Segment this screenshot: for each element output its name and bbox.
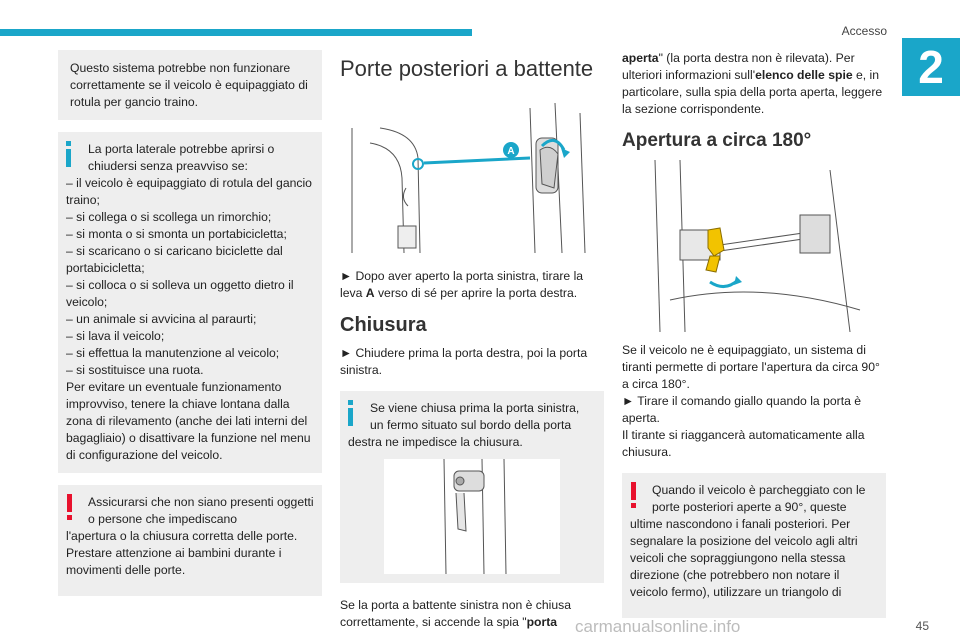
info-icon [66,141,71,168]
note-text: Questo sistema potrebbe non funzionare correttamente se il veicolo è equipaggiato di rotula per gancio traino. [70,61,308,109]
info-lead: La porta laterale potrebbe aprirsi o chiudersi senza preavviso se: [88,142,275,173]
warning-icon [631,482,636,509]
callout-label: A [507,146,515,157]
page-number: 45 [915,619,929,633]
tie-rod-desc: Se il veicolo ne è equipaggiato, un sistema di tiranti permette di portare l'apertura da circa 90° a circa 180°. [622,343,880,391]
column-3 [622,50,886,618]
section-heading-180: Apertura a circa 180° [622,130,812,151]
tie-rod-step: ► Tirare il comando giallo quando la porta è aperta. [622,394,862,425]
note-box [58,50,322,120]
tie-rod-illustration [650,160,880,332]
tie-rod-note: Il tirante si riaggancerà automaticamente alla chiusura. [622,428,865,459]
chapter-tab: 2 [902,38,960,96]
door-warning-text: Se la porta a battente sinistra non è chiusa correttamente, si accende la spia "porta [340,598,572,629]
info-list-item: – si effettua la manutenzione al veicolo; [66,346,280,360]
section-heading: Porte posteriori a battente [340,56,594,81]
info-list-item: – il veicolo è equipaggiato di rotula del gancio traino; [66,176,312,207]
subheading-closing: Chiusura [340,314,427,336]
info-list-item: – si scaricano o si caricano biciclette dal portabicicletta; [66,244,283,275]
rear-door-lever-figure [340,88,604,258]
door-lever-illustration [340,88,604,258]
spia-intro: aperta" (la porta destra non è rilevata). Per ulteriori informazioni sull'elenco delle spie e, in particolare, sulla spia della porta aperta, leggere la sezione corrispondente. [622,51,883,116]
warning-tail: l'apertura o la chiusura corretta delle porte. Prestare attenzione ai bambini durante i movimenti delle porte. [66,529,298,577]
info-icon [348,400,353,427]
header-accent-bar [0,29,472,36]
info-tail: Per evitare un eventuale funzionamento improvviso, tenere la chiave lontana dalla zona di rilevamento (anche dei lati interni del bagagliaio) o disattivare la funzione nel menu di configurazione del veicolo. [66,380,311,462]
watermark: carmanualsonline.info [575,617,741,636]
info-list-item: – si sostituisce una ruota. [66,363,204,377]
warning-icon [67,494,72,521]
warning-lead: Quando il veicolo è parcheggiato con le porte posteriori aperte a 90°, queste [652,483,866,514]
step-open: ► Dopo aver aperto la porta sinistra, tirare la leva A verso di sé per aprire la porta destra. [340,269,584,300]
warning-lead: Assicurarsi che non siano presenti oggetti o persone che impediscano [88,495,314,526]
step-close: ► Chiudere prima la porta destra, poi la porta sinistra. [340,346,588,377]
column-2 [340,50,604,631]
info-list-item: – si monta o si smonta un portabicicletta; [66,227,287,241]
info-list-item: – un animale si avvicina al paraurti; [66,312,257,326]
section-title: Accesso [841,24,887,38]
info-box [58,132,322,473]
warning-tail: ultime nascondono i fanali posteriori. Per segnalare la posizione del veicolo agli altri veicoli che sopraggiungono nella stessa direzione (che potrebbero non notare il veicolo fermo), utilizzare un triangolo di [630,517,858,599]
info-list [66,175,314,379]
info-tail: destra ne impedisce la chiusura. [348,435,523,449]
info-list-item: – si collega o si scollega un rimorchio; [66,210,272,224]
info-list-item: – si colloca o si solleva un oggetto dietro il veicolo; [66,278,294,309]
latch-illustration [384,459,560,574]
info-box-closing [340,391,604,583]
info-lead: Se viene chiusa prima la porta sinistra, un fermo situato sul bordo della porta [370,401,580,432]
tie-rod-figure [650,160,880,332]
info-list-item: – si lava il veicolo; [66,329,165,343]
warning-box [58,485,322,596]
warning-box-parking [622,473,886,618]
column-1 [58,50,322,596]
latch-figure [384,459,560,574]
